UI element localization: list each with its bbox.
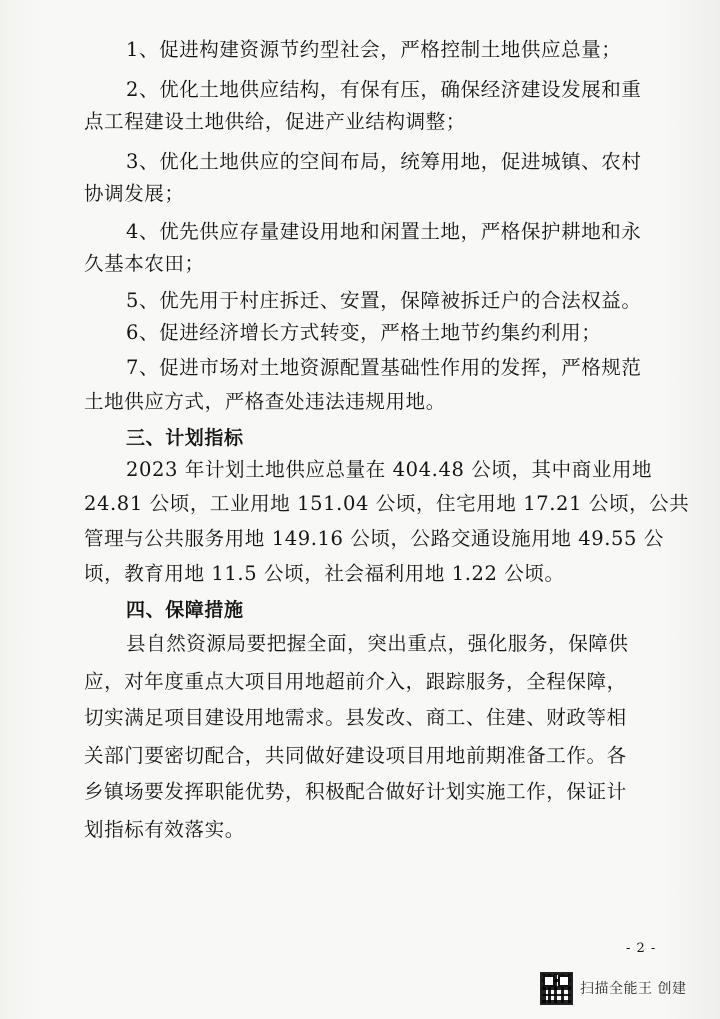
list-item-3-line-1: 3、优化土地供应的空间布局，统筹用地，促进城镇、农村 <box>126 150 642 173</box>
list-item-2-line-2: 点工程建设土地供给，促进产业结构调整； <box>84 110 466 133</box>
paragraph-safeguards-line-1: 县自然资源局要把握全面，突出重点，强化服务，保障供 <box>126 632 629 655</box>
list-item-3-line-2: 协调发展； <box>84 182 185 205</box>
list-item-2-line-1: 2、优化土地供应结构，有保有压，确保经济建设发展和重 <box>126 78 642 101</box>
list-item-6: 6、促进经济增长方式转变，严格土地节约集约利用； <box>126 321 602 344</box>
list-item-7-line-1: 7、促进市场对土地资源配置基础性作用的发挥，严格规范 <box>126 356 642 379</box>
scanner-watermark <box>540 970 710 1006</box>
page-number: - 2 - <box>626 941 657 956</box>
qr-code-icon <box>540 972 573 1005</box>
list-item-4-line-1: 4、优先供应存量建设用地和闲置土地，严格保护耕地和永 <box>126 220 642 243</box>
paragraph-safeguards-line-6: 划指标有效落实。 <box>84 818 245 841</box>
paragraph-safeguards-line-3: 切实满足项目建设用地需求。县发改、商工、住建、财政等相 <box>84 706 627 729</box>
paragraph-indicators-line-4: 顷，教育用地 11.5 公顷，社会福利用地 1.22 公顷。 <box>84 562 565 585</box>
watermark-text: 扫描全能王 创建 <box>580 981 687 997</box>
paragraph-indicators-line-1: 2023 年计划土地供应总量在 404.48 公顷，其中商业用地 <box>126 458 653 481</box>
list-item-5: 5、优先用于村庄拆迁、安置，保障被拆迁户的合法权益。 <box>126 289 642 312</box>
paragraph-safeguards-line-4: 关部门要密切配合，共同做好建设项目用地前期准备工作。各 <box>84 744 627 767</box>
list-item-1: 1、促进构建资源节约型社会，严格控制土地供应总量； <box>126 38 622 61</box>
paragraph-indicators-line-3: 管理与公共服务用地 149.16 公顷，公路交通设施用地 49.55 公 <box>84 527 664 550</box>
section-heading-plan-indicators: 三、计划指标 <box>126 427 244 449</box>
paragraph-safeguards-line-5: 乡镇场要发挥职能优势，积极配合做好计划实施工作，保证计 <box>84 780 627 803</box>
paragraph-indicators-line-2: 24.81 公顷，工业用地 151.04 公顷，住宅用地 17.21 公顷，公共 <box>84 492 690 515</box>
list-item-7-line-2: 土地供应方式，严格查处违法违规用地。 <box>84 390 446 413</box>
list-item-4-line-2: 久基本农田； <box>84 252 205 275</box>
paragraph-safeguards-line-2: 应，对年度重点大项目用地超前介入，跟踪服务，全程保障， <box>84 670 627 693</box>
section-heading-safeguards: 四、保障措施 <box>126 599 244 621</box>
